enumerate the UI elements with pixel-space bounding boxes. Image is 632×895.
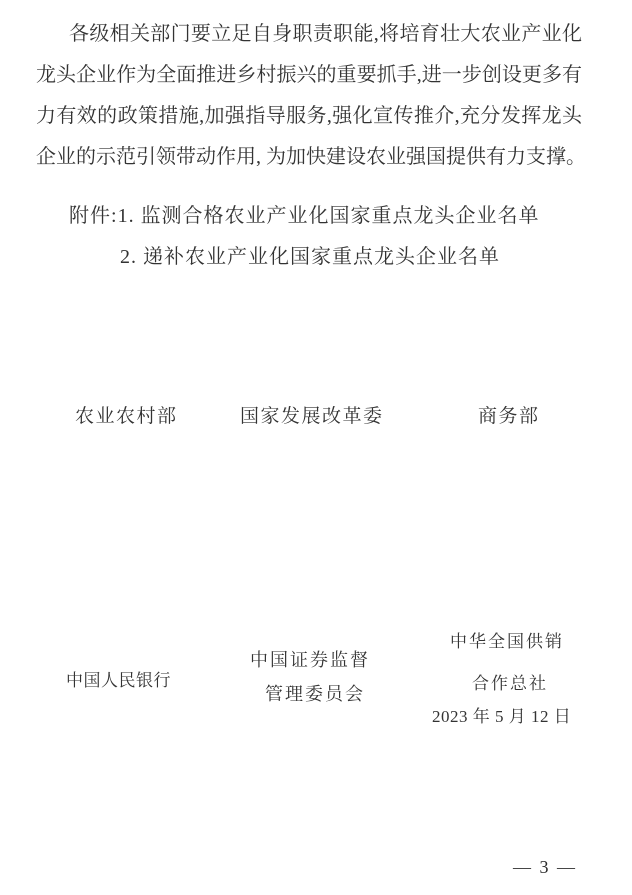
- signature-ministry-ndrc: 国家发展改革委: [240, 406, 384, 427]
- signature-supply-coop-line-1: 中华全国供销: [450, 632, 564, 651]
- paragraph-line-3: 力有效的政策措施,加强指导服务,强化宣传推介,充分发挥龙头: [36, 105, 582, 127]
- paragraph-line-2: 龙头企业作为全面推进乡村振兴的重要抓手,进一步创设更多有: [36, 64, 582, 86]
- attachment-line-1: [69, 196, 540, 237]
- document-date: 2023 年 5 月 12 日: [432, 707, 572, 726]
- attachment-line-2: [120, 237, 500, 278]
- attachment-item-1: 1. 监测合格农业产业化国家重点龙头企业名单: [117, 205, 540, 227]
- page-number: — 3 —: [513, 857, 577, 877]
- paragraph-line-4: 企业的示范引领带动作用, 为加快建设农业强国提供有力支撑。: [36, 146, 586, 168]
- signature-ministry-commerce: 商务部: [478, 406, 540, 427]
- signature-supply-coop-line-2: 合作总社: [472, 674, 548, 693]
- signature-csrc-line-2: 管理委员会: [265, 684, 365, 704]
- body-paragraph: [36, 14, 586, 178]
- attachment-item-2: 2. 递补农业产业化国家重点龙头企业名单: [120, 246, 500, 268]
- paragraph-line-1: 各级相关部门要立足自身职责职能,将培育壮大农业产业化: [69, 23, 582, 45]
- signature-ministry-agriculture: 农业农村部: [75, 406, 178, 427]
- signature-peoples-bank: 中国人民银行: [66, 671, 171, 690]
- attachment-label: 附件:: [69, 205, 118, 227]
- signature-csrc-line-1: 中国证券监督: [250, 650, 370, 670]
